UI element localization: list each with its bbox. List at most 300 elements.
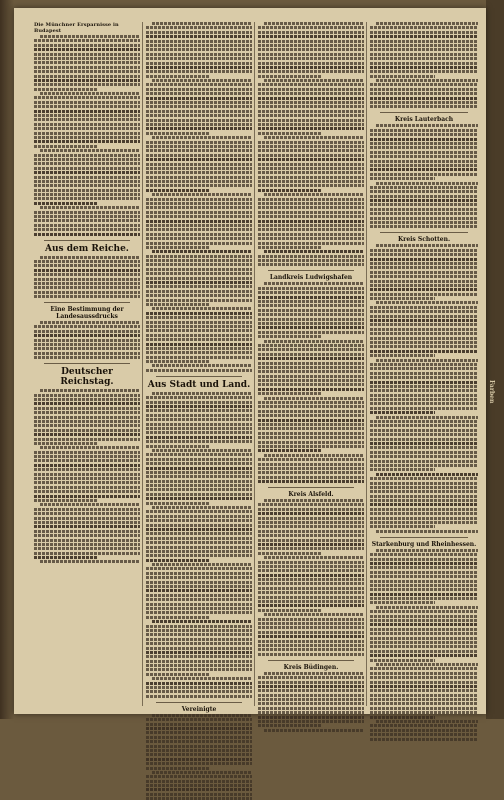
text-line (258, 694, 364, 697)
text-line (146, 396, 252, 399)
text-line (264, 499, 364, 502)
text-line (152, 22, 252, 25)
text-line (152, 449, 252, 452)
section-heading: Aus Stadt und Land. (147, 379, 251, 390)
text-line (370, 337, 478, 340)
text-line (146, 149, 252, 152)
text-line (258, 471, 364, 474)
text-line (40, 560, 140, 563)
text-line (34, 530, 140, 533)
text-line (370, 225, 478, 228)
text-line (34, 132, 140, 135)
text-line (376, 530, 478, 533)
text-line (34, 282, 140, 285)
text-line (34, 407, 140, 410)
text-line (258, 445, 364, 448)
text-line (376, 416, 478, 419)
text-line (34, 295, 140, 298)
text-line (258, 242, 364, 245)
text-line (34, 167, 140, 170)
text-line (258, 410, 364, 413)
text-line (370, 654, 478, 657)
text-line (370, 190, 478, 193)
text-line (146, 189, 210, 192)
text-line (370, 580, 478, 583)
text-line (370, 105, 478, 108)
text-line (146, 44, 252, 47)
text-line (370, 650, 478, 653)
text-line (34, 215, 140, 218)
text-line (146, 325, 252, 328)
text-line (34, 495, 140, 498)
book-binding (0, 0, 14, 719)
text-line (34, 339, 140, 342)
text-line (146, 321, 252, 324)
text-line (258, 530, 364, 533)
text-line (34, 180, 140, 183)
text-line (258, 176, 364, 179)
text-line (146, 356, 252, 359)
text-line (258, 436, 364, 439)
text-line (258, 83, 364, 86)
text-line (34, 145, 98, 148)
text-line (146, 132, 210, 135)
text-line (146, 215, 252, 218)
text-line (370, 212, 478, 215)
text-line (40, 446, 140, 449)
article-text (146, 22, 252, 372)
text-line (146, 502, 210, 505)
text-line (146, 625, 252, 628)
text-line (34, 286, 140, 289)
text-line (34, 552, 140, 555)
text-line (370, 354, 435, 357)
text-line (370, 385, 478, 388)
text-line (34, 193, 140, 196)
text-line (146, 616, 210, 619)
text-line (258, 552, 322, 555)
section-separator (44, 240, 130, 241)
text-line (146, 83, 252, 86)
text-line (370, 323, 478, 326)
text-line (146, 546, 252, 549)
text-line (152, 620, 252, 623)
article-text (370, 244, 478, 532)
text-line (146, 727, 252, 730)
text-line (258, 105, 364, 108)
text-line (370, 503, 478, 506)
text-line (258, 92, 364, 95)
text-line (146, 793, 252, 796)
text-line (370, 221, 478, 224)
text-line (370, 601, 435, 604)
section-separator (380, 112, 468, 113)
text-line (258, 539, 364, 542)
text-line (146, 749, 252, 752)
section-heading: Kreis Lauterbach (394, 116, 454, 124)
text-line (258, 246, 322, 249)
text-line (370, 177, 435, 180)
text-line (370, 280, 478, 283)
text-line (34, 517, 140, 520)
text-line (258, 574, 364, 577)
text-line (146, 488, 252, 491)
text-line (34, 114, 140, 117)
text-line (152, 364, 252, 367)
text-line (34, 525, 140, 528)
text-line (258, 123, 364, 126)
text-line (146, 753, 252, 756)
text-line (258, 702, 364, 705)
text-line (34, 556, 98, 559)
text-line (370, 508, 478, 511)
text-line (146, 519, 252, 522)
text-line (34, 534, 140, 537)
text-line (370, 482, 478, 485)
text-line (258, 676, 364, 679)
text-line (34, 330, 140, 333)
text-line (264, 729, 364, 732)
text-line (34, 394, 140, 397)
text-line (376, 720, 478, 723)
text-line (146, 633, 252, 636)
text-line (146, 312, 252, 315)
text-line (258, 711, 364, 714)
text-line (34, 420, 140, 423)
text-line (34, 101, 140, 104)
text-line (146, 780, 252, 783)
text-line (146, 268, 252, 271)
text-line (34, 136, 140, 139)
text-line (370, 266, 478, 269)
text-line (370, 151, 478, 154)
text-line (146, 70, 252, 73)
text-line (370, 31, 478, 34)
text-line (34, 398, 140, 401)
text-line (34, 539, 140, 542)
text-line (146, 541, 252, 544)
text-line (258, 463, 364, 466)
text-line (370, 689, 478, 692)
text-line (34, 228, 140, 231)
section-heading: Kreis Schotten. (397, 236, 451, 244)
text-line (146, 97, 252, 100)
section-separator (268, 270, 354, 271)
text-line (34, 202, 98, 205)
text-line (34, 429, 140, 432)
text-line (370, 716, 435, 719)
text-line (370, 253, 478, 256)
text-line (264, 340, 364, 343)
text-line (258, 35, 364, 38)
text-line (146, 788, 252, 791)
text-line (146, 718, 252, 721)
text-line (258, 114, 364, 117)
text-line (370, 424, 478, 427)
text-line (146, 567, 252, 570)
text-line (146, 550, 252, 553)
text-line (370, 275, 478, 278)
text-line (370, 694, 478, 697)
text-line (146, 686, 252, 689)
text-line (34, 356, 140, 359)
text-line (264, 397, 364, 400)
text-line (370, 315, 478, 318)
text-line (146, 576, 252, 579)
text-line (258, 211, 364, 214)
section-separator (156, 376, 242, 377)
text-line (146, 31, 252, 34)
text-line (34, 490, 140, 493)
text-line (146, 338, 252, 341)
column-2 (146, 22, 252, 713)
text-line (258, 220, 364, 223)
article-text (146, 392, 252, 698)
text-line (258, 263, 364, 266)
text-line (370, 350, 478, 353)
section-heading: Eine Bestimmung der Landesaussdrucks (50, 306, 124, 321)
text-line (146, 206, 252, 209)
text-line (34, 197, 140, 200)
text-line (146, 351, 252, 354)
text-line (370, 26, 478, 29)
text-line (258, 66, 364, 69)
text-line (370, 83, 478, 86)
text-line (370, 411, 435, 414)
text-line (34, 278, 140, 281)
text-line (258, 618, 364, 621)
text-line (370, 499, 478, 502)
text-line (370, 407, 478, 410)
text-line (146, 369, 252, 372)
text-line (258, 681, 364, 684)
text-line (146, 745, 252, 748)
text-line (370, 160, 478, 163)
text-line (370, 402, 478, 405)
text-line (370, 101, 478, 104)
text-line (370, 517, 478, 520)
text-line (258, 70, 364, 73)
text-line (146, 775, 252, 778)
text-line (370, 168, 478, 171)
text-line (370, 438, 478, 441)
text-line (370, 53, 478, 56)
text-line (146, 409, 252, 412)
text-line (146, 440, 252, 443)
text-line (370, 490, 478, 493)
text-line (258, 149, 364, 152)
text-line (376, 22, 478, 25)
text-line (34, 473, 140, 476)
text-line (370, 310, 478, 313)
text-line (34, 416, 140, 419)
text-line (146, 554, 252, 557)
text-line (370, 645, 478, 648)
text-line (146, 598, 252, 601)
text-line (34, 273, 140, 276)
text-line (370, 332, 478, 335)
text-line (258, 296, 364, 299)
text-line (146, 594, 252, 597)
text-line (370, 129, 478, 132)
text-line (258, 370, 364, 373)
text-line (146, 145, 252, 148)
text-line (370, 372, 478, 375)
text-line (146, 154, 252, 157)
text-line (34, 171, 140, 174)
text-line (258, 582, 364, 585)
text-line (258, 335, 322, 338)
text-line (258, 648, 364, 651)
text-line (34, 477, 140, 480)
column-rule (254, 22, 255, 706)
text-line (370, 363, 478, 366)
text-line (146, 26, 252, 29)
text-line (34, 39, 140, 42)
text-line (258, 48, 364, 51)
article-text (34, 389, 140, 563)
text-line (146, 123, 252, 126)
text-line (146, 603, 252, 606)
text-line (370, 733, 478, 736)
text-line (264, 672, 364, 675)
text-line (258, 44, 364, 47)
text-line (370, 610, 478, 613)
text-line (146, 316, 252, 319)
text-line (146, 475, 252, 478)
text-line (146, 462, 252, 465)
text-line (40, 389, 140, 392)
text-line (258, 441, 364, 444)
text-line (258, 427, 364, 430)
text-line (258, 609, 322, 612)
text-line (258, 348, 364, 351)
text-line (258, 198, 364, 201)
text-line (258, 259, 364, 262)
text-line (370, 676, 478, 679)
text-line (258, 228, 364, 231)
text-line (370, 367, 478, 370)
text-line (146, 171, 252, 174)
text-line (258, 88, 364, 91)
text-line (34, 88, 98, 91)
text-line (34, 334, 140, 337)
section-heading: Vereinigte (181, 705, 217, 713)
article-text (258, 22, 364, 266)
text-line (146, 233, 252, 236)
text-line (146, 198, 252, 201)
text-line (370, 70, 478, 73)
text-line (258, 224, 364, 227)
text-line (370, 195, 478, 198)
text-line (258, 145, 364, 148)
text-line (34, 433, 140, 436)
text-line (258, 561, 364, 564)
text-line (258, 202, 364, 205)
text-line (370, 288, 478, 291)
text-line (146, 445, 210, 448)
text-line (370, 641, 478, 644)
article-text (34, 22, 140, 236)
text-line (146, 66, 252, 69)
text-line (34, 140, 140, 143)
text-line (370, 571, 478, 574)
text-line (370, 562, 478, 565)
text-line (370, 558, 478, 561)
text-line (152, 506, 252, 509)
text-line (258, 543, 364, 546)
text-line (370, 155, 478, 158)
text-line (34, 442, 98, 445)
text-line (370, 619, 478, 622)
text-line (258, 189, 322, 192)
text-line (370, 97, 478, 100)
text-line (146, 611, 252, 614)
text-line (370, 44, 478, 47)
text-line (34, 79, 140, 82)
text-line (40, 256, 140, 259)
text-line (370, 142, 478, 145)
text-line (370, 328, 478, 331)
text-line (146, 299, 252, 302)
text-line (146, 141, 252, 144)
text-line (370, 249, 478, 252)
text-line (370, 468, 435, 471)
text-line (258, 724, 322, 727)
text-line (370, 146, 478, 149)
article-text (34, 321, 140, 359)
text-line (34, 291, 140, 294)
text-line (370, 711, 478, 714)
text-line (370, 512, 478, 515)
text-line (34, 347, 140, 350)
text-line (34, 53, 140, 56)
text-line (258, 206, 364, 209)
text-line (258, 304, 364, 307)
text-line (370, 707, 478, 710)
text-line (258, 322, 364, 325)
text-line (146, 431, 252, 434)
text-line (258, 309, 364, 312)
text-line (34, 543, 140, 546)
text-line (370, 297, 435, 300)
article-text (258, 672, 364, 732)
text-line (146, 690, 252, 693)
text-line (370, 429, 478, 432)
text-line (34, 264, 140, 267)
text-line (376, 663, 478, 666)
text-line (146, 493, 252, 496)
text-line (264, 556, 364, 559)
text-line (258, 405, 364, 408)
text-line (146, 581, 252, 584)
text-line (146, 559, 210, 562)
text-line (258, 587, 364, 590)
article-lead: Die Münchner Ersparnisse in Budapest (34, 22, 119, 34)
text-line (34, 184, 140, 187)
text-line (376, 244, 478, 247)
text-line (152, 392, 252, 395)
text-line (34, 451, 140, 454)
text-line (258, 414, 364, 417)
text-line (264, 22, 364, 25)
text-line (258, 689, 364, 692)
text-line (370, 637, 478, 640)
column-3 (258, 22, 364, 708)
text-line (258, 392, 322, 395)
text-line (146, 471, 252, 474)
text-line (34, 455, 140, 458)
